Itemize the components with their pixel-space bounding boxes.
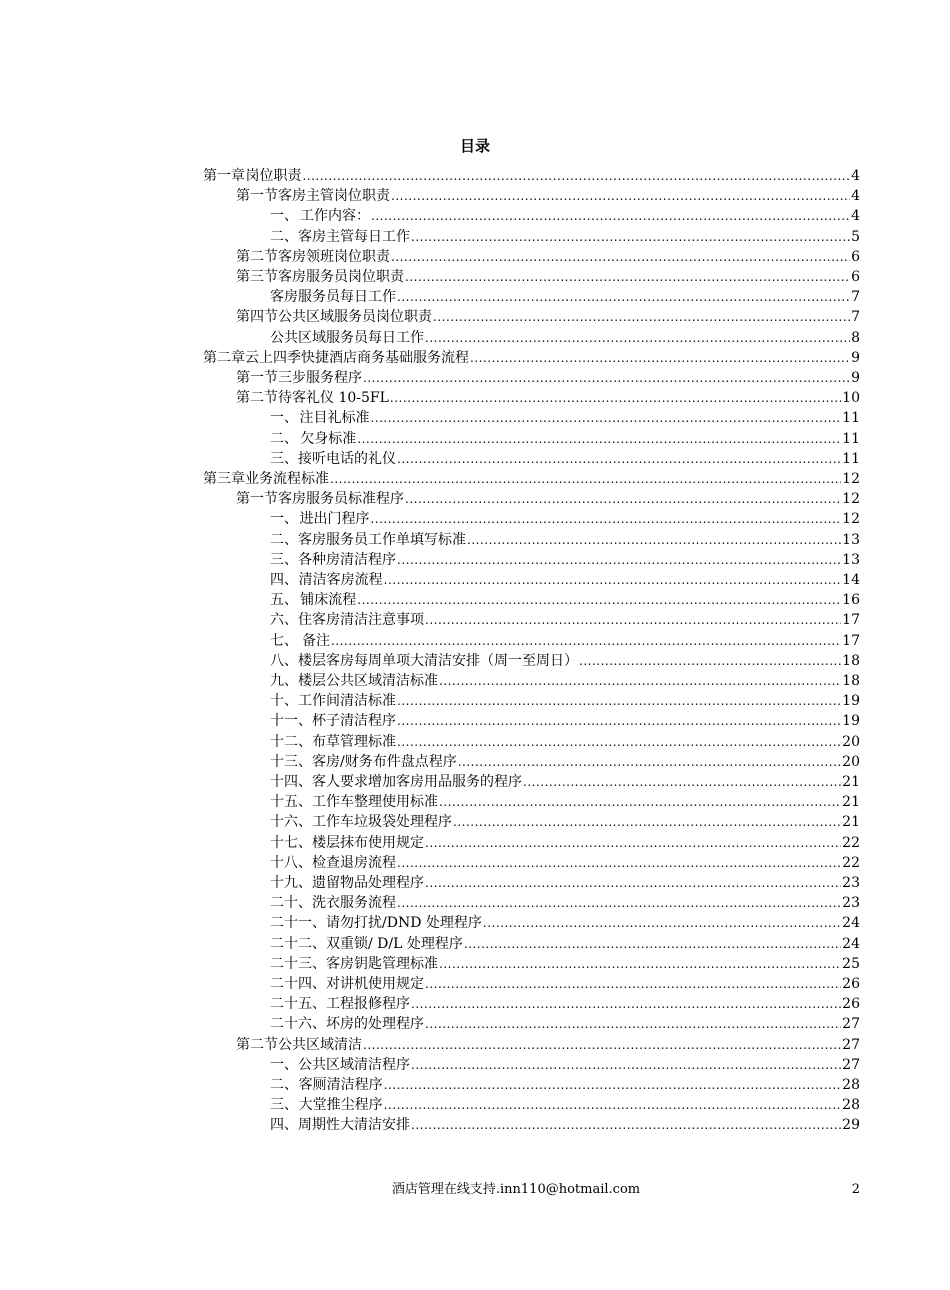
toc-entry-title: 公共区域服务员每日工作	[270, 329, 424, 346]
toc-entry-title: 请勿打扰/DND 处理程序	[326, 915, 482, 932]
toc-leader-dots	[330, 469, 841, 489]
toc-entry-page: 17	[842, 612, 860, 629]
toc-leader-dots	[405, 489, 841, 509]
toc-leader-dots	[370, 408, 841, 428]
toc-entry[interactable]	[270, 1075, 860, 1095]
toc-leader-dots	[458, 752, 841, 772]
toc-entry[interactable]	[270, 408, 860, 428]
toc-entry-title: 客房服务员标准程序	[278, 491, 404, 508]
toc-entry-title: 客人要求增加客房用品服务的程序	[312, 774, 522, 790]
toc-leader-dots	[397, 853, 841, 873]
toc-entry-page: 18	[842, 652, 860, 669]
toc-leader-dots	[302, 166, 850, 186]
toc-entry[interactable]	[236, 247, 860, 267]
toc-entry-page: 4	[851, 168, 860, 184]
toc-leader-dots	[384, 1075, 842, 1095]
toc-entry-page: 5	[851, 228, 860, 245]
toc-entry-page: 11	[842, 450, 860, 467]
toc-entry-title: 业务流程标准	[245, 471, 329, 487]
toc-entry-title: 公共区域清洁程序	[298, 1056, 410, 1073]
toc-entry-number: 十四、	[270, 774, 312, 790]
toc-entry[interactable]	[270, 913, 860, 933]
toc-entry-number: 二十三、	[270, 955, 326, 972]
toc-entry-number: 二十一、	[270, 915, 326, 932]
toc-entry-number: 六、	[270, 612, 298, 629]
toc-entry-number: 二十六、	[270, 1016, 326, 1033]
toc-leader-dots	[397, 711, 841, 731]
page-footer	[0, 1180, 950, 1200]
toc-entry-number: 二十、	[270, 895, 312, 912]
toc-entry-page: 20	[842, 753, 860, 770]
toc-leader-dots	[397, 893, 841, 913]
toc-entry-number: 十九、	[270, 875, 312, 891]
toc-entry-number: 第一节	[236, 491, 278, 508]
toc-leader-dots	[357, 590, 841, 610]
toc-entry-title: 工程报修程序	[326, 996, 410, 1013]
toc-entry-page: 12	[842, 491, 860, 508]
toc-entry[interactable]	[270, 570, 860, 590]
toc-entry-title: 洗衣服务流程	[312, 895, 396, 912]
toc-leader-dots	[331, 631, 841, 651]
toc-entry[interactable]	[203, 166, 860, 186]
toc-entry[interactable]	[270, 429, 860, 449]
toc-entry-page: 21	[842, 814, 860, 831]
toc-leader-dots	[371, 206, 850, 226]
toc-entry-title: 工作车整理使用标准	[312, 794, 438, 811]
toc-entry-number: 第三章	[203, 471, 245, 487]
toc-leader-dots	[357, 429, 841, 449]
toc-leader-dots	[467, 530, 841, 550]
toc-entry-number: 三、	[270, 1097, 298, 1114]
toc-entry-title: 岗位职责	[245, 168, 302, 184]
toc-entry-page: 19	[842, 713, 860, 730]
toc-entry[interactable]	[236, 307, 860, 327]
toc-leader-dots	[433, 307, 850, 327]
toc-entry[interactable]	[270, 328, 860, 348]
toc-leader-dots	[425, 873, 841, 893]
toc-entry[interactable]	[236, 368, 860, 388]
toc-entry[interactable]	[270, 651, 860, 671]
toc-leader-dots	[384, 570, 842, 590]
toc-entry-page: 13	[842, 551, 860, 568]
toc-entry-title: 三步服务程序	[278, 370, 362, 386]
toc-entry[interactable]	[270, 732, 860, 752]
toc-entry-page: 6	[851, 248, 860, 265]
toc-entry[interactable]	[270, 934, 860, 954]
toc-entry-page: 27	[842, 1016, 860, 1033]
toc-leader-dots	[470, 348, 850, 368]
toc-entry-page: 9	[851, 349, 860, 366]
toc-entry-page: 11	[842, 430, 860, 447]
toc-entry[interactable]	[270, 287, 860, 307]
toc-entry-title: 客房服务员工作单填写标准	[298, 531, 466, 548]
toc-entry-page: 4	[851, 188, 860, 205]
toc-entry-title: 大堂推尘程序	[298, 1097, 383, 1114]
toc-entry[interactable]	[270, 752, 860, 772]
toc-entry-page: 21	[842, 794, 860, 811]
toc-entry-number: 第二节	[236, 390, 278, 407]
toc-leader-dots	[425, 328, 850, 348]
toc-entry-page: 17	[842, 632, 860, 649]
toc-entry-page: 22	[842, 834, 860, 851]
toc-leader-dots	[425, 833, 841, 853]
toc-entry-page: 27	[842, 1056, 860, 1073]
toc-entry[interactable]	[236, 388, 860, 408]
toc-entry-page: 21	[842, 774, 860, 790]
toc-leader-dots	[464, 934, 841, 954]
toc-leader-dots	[411, 227, 850, 247]
toc-entry[interactable]	[270, 1095, 860, 1115]
toc-entry-title: 楼层客房每周单项大清洁安排（周一至周日）	[298, 652, 578, 669]
toc-entry-page: 14	[842, 572, 860, 588]
toc-leader-dots	[397, 691, 841, 711]
toc-leader-dots	[397, 732, 841, 752]
toc-entry-number: 十六、	[270, 814, 312, 831]
toc-entry-number: 第一节	[236, 188, 278, 205]
toc-leader-dots	[411, 1055, 841, 1075]
toc-leader-dots	[439, 954, 841, 974]
toc-entry-page: 24	[842, 915, 860, 932]
toc-entry-title: 客房主管岗位职责	[278, 188, 390, 205]
toc-entry-number: 第三节	[236, 269, 278, 285]
toc-entry-page: 9	[851, 370, 860, 386]
toc-entry[interactable]	[270, 853, 860, 873]
toc-entry-title: 客房领班岗位职责	[278, 248, 390, 265]
toc-entry-number: 第二节	[236, 248, 278, 265]
toc-entry-number: 九、	[270, 673, 298, 689]
toc-entry-number: 二十四、	[270, 976, 326, 992]
toc-entry[interactable]	[236, 489, 860, 509]
toc-entry-page: 13	[842, 531, 860, 548]
toc-entry-number: 三、	[270, 450, 298, 467]
toc-entry-page: 23	[842, 875, 860, 891]
toc-entry-title: 布草管理标准	[312, 733, 396, 750]
toc-entry-number: 十五、	[270, 794, 312, 811]
toc-entry[interactable]	[270, 671, 860, 691]
toc-leader-dots	[370, 509, 841, 529]
toc-entry-number: 第二章	[203, 349, 245, 366]
footer-text: 酒店管理在线支持.inn110@hotmail.com	[391, 1182, 641, 1197]
toc-entry[interactable]	[270, 1014, 860, 1034]
toc-entry[interactable]	[270, 227, 860, 247]
toc-leader-dots	[411, 1115, 841, 1135]
toc-entry-title: 客房服务员每日工作	[270, 289, 396, 306]
toc-entry-number: 三、	[270, 551, 298, 568]
toc-entry-title: 坏房的处理程序	[326, 1016, 424, 1033]
toc-entry-title: 楼层公共区域清洁标准	[298, 673, 438, 689]
toc-entry[interactable]	[270, 530, 860, 550]
toc-entry-number: 一、	[270, 511, 298, 528]
toc-entry-title: 客房/财务布件盘点程序	[312, 753, 457, 770]
toc-entry-title: 遗留物品处理程序	[312, 875, 424, 891]
toc-entry[interactable]	[203, 469, 860, 489]
toc-entry-title: 客房主管每日工作	[298, 228, 410, 245]
toc-entry-title: 检查退房流程	[312, 854, 396, 871]
toc-entry-page: 6	[851, 269, 860, 285]
toc-leader-dots	[439, 671, 841, 691]
toc-entry[interactable]	[270, 590, 860, 610]
toc-entry-page: 20	[842, 733, 860, 750]
toc-leader-dots	[425, 610, 841, 630]
toc-entry-page: 18	[842, 673, 860, 689]
toc-entry-page: 10	[842, 390, 860, 407]
toc-entry-title: 工作车垃圾袋处理程序	[312, 814, 452, 831]
toc-entry-number: 十二、	[270, 733, 312, 750]
toc-entry[interactable]	[236, 267, 860, 287]
toc-entry-number: 十一、	[270, 713, 312, 730]
toc-entry-title: 住客房清洁注意事项	[298, 612, 424, 629]
toc-entry-title: 工作内容：	[300, 208, 370, 225]
toc-entry-page: 29	[842, 1117, 860, 1134]
toc-entry[interactable]	[236, 186, 860, 206]
toc-entry-title: 注目礼标准	[299, 410, 370, 427]
toc-leader-dots	[384, 1095, 842, 1115]
toc-entry-number: 第二节	[236, 1036, 278, 1053]
toc-entry-title: 楼层抹布使用规定	[312, 834, 424, 851]
toc-entry-title: 云上四季快捷酒店商务基础服务流程	[245, 349, 469, 366]
toc-entry-title: 清洁客房流程	[298, 572, 383, 588]
toc-entry[interactable]	[270, 1115, 860, 1135]
toc-leader-dots	[390, 388, 841, 408]
toc-entry-number: 十七、	[270, 834, 312, 851]
toc-entry[interactable]	[203, 348, 860, 368]
toc-entry-number: 七、	[270, 632, 298, 649]
toc-entry-number: 五、	[270, 592, 298, 609]
toc-entry[interactable]	[236, 1035, 860, 1055]
toc-entry[interactable]	[270, 631, 860, 651]
toc-entry-title: 客厕清洁程序	[298, 1077, 383, 1093]
toc-leader-dots	[405, 267, 850, 287]
toc-entry[interactable]	[270, 509, 860, 529]
toc-entry[interactable]	[270, 550, 860, 570]
toc-entry-title: 双重锁/ D/L 处理程序	[326, 935, 463, 952]
toc-entry[interactable]	[270, 449, 860, 469]
toc-entry-number: 第一章	[203, 168, 245, 184]
toc-entry-page: 28	[842, 1097, 860, 1114]
toc-entry-number: 四、	[270, 1117, 298, 1134]
toc-entry-page: 27	[842, 1036, 860, 1053]
toc-entry-number: 二、	[270, 1077, 298, 1093]
toc-entry-title: 杯子清洁程序	[312, 713, 396, 730]
toc-entry-page: 12	[842, 511, 860, 528]
toc-entry-title: 客房钥匙管理标准	[326, 955, 438, 972]
toc-entry-number: 二十二、	[270, 935, 326, 952]
toc-entry[interactable]	[270, 893, 860, 913]
toc-title: 目录	[459, 137, 490, 155]
toc-entry-title: 工作间清洁标准	[298, 693, 396, 710]
toc-leader-dots	[425, 1014, 841, 1034]
toc-leader-dots	[411, 994, 841, 1014]
toc-entry-title: 公共区域清洁	[278, 1036, 362, 1053]
toc-entry-page: 25	[842, 955, 860, 972]
toc-entry-number: 一、	[270, 208, 298, 225]
toc-entry-page: 7	[851, 289, 860, 306]
toc-entry-title: 周期性大清洁安排	[298, 1117, 410, 1134]
toc-entry-page: 8	[851, 329, 860, 346]
toc-leader-dots	[439, 792, 841, 812]
toc-entry[interactable]	[270, 610, 860, 630]
toc-entry-number: 二、	[270, 531, 298, 548]
toc-leader-dots	[391, 186, 850, 206]
toc-entry-page: 26	[842, 996, 860, 1013]
toc-entry-number: 二、	[270, 228, 298, 245]
toc-leader-dots	[453, 812, 841, 832]
toc-entry-number: 一、	[270, 1056, 298, 1073]
toc-entry-page: 26	[842, 976, 860, 992]
toc-entry-page: 16	[842, 592, 860, 609]
footer-page-number: 2	[851, 1182, 860, 1197]
toc-leader-dots	[523, 772, 841, 792]
toc-entry-page: 24	[842, 935, 860, 952]
toc-entry-title: 对讲机使用规定	[326, 976, 424, 992]
toc-entry-title: 各种房清洁程序	[298, 551, 396, 568]
toc-leader-dots	[425, 974, 841, 994]
toc-entry-title: 铺床流程	[300, 592, 357, 609]
toc-entry[interactable]	[270, 1055, 860, 1075]
toc-entry[interactable]	[270, 691, 860, 711]
toc-leader-dots	[363, 368, 850, 388]
toc-entry[interactable]	[270, 792, 860, 812]
toc-entry-title: 公共区域服务员岗位职责	[278, 309, 432, 326]
toc-leader-dots	[397, 287, 850, 307]
toc-entry-page: 7	[851, 309, 860, 326]
toc-leader-dots	[397, 449, 841, 469]
toc-entry-number: 第一节	[236, 370, 278, 386]
toc-entry-title: 客房服务员岗位职责	[278, 269, 404, 285]
toc-entry-title: 待客礼仪 10-5FL	[278, 390, 389, 407]
toc-entry-page: 4	[851, 208, 860, 225]
toc-entry-page: 11	[842, 410, 860, 427]
toc-entry[interactable]	[270, 833, 860, 853]
toc-entry-page: 12	[842, 471, 860, 487]
toc-entry-number: 四、	[270, 572, 298, 588]
toc-entry-number: 八、	[270, 652, 298, 669]
toc-entry-page: 19	[842, 693, 860, 710]
toc-leader-dots	[397, 550, 841, 570]
toc-leader-dots	[579, 651, 841, 671]
toc-entry[interactable]	[270, 812, 860, 832]
toc-entry-number: 十、	[270, 693, 298, 710]
toc-entry-page: 23	[842, 895, 860, 912]
toc-leader-dots	[483, 913, 841, 933]
toc-entry[interactable]	[270, 873, 860, 893]
toc-entry[interactable]	[270, 994, 860, 1014]
toc-entry[interactable]	[270, 974, 860, 994]
toc-entry-number: 第四节	[236, 309, 278, 326]
toc-entry[interactable]	[270, 772, 860, 792]
toc-entry-title: 接听电话的礼仪	[298, 450, 396, 467]
toc-entry-title: 备注	[301, 632, 330, 649]
toc-leader-dots	[363, 1035, 841, 1055]
toc-entry-title: 进出门程序	[299, 511, 370, 528]
toc-entry-number: 二、	[270, 430, 298, 447]
toc-leader-dots	[391, 247, 850, 267]
toc-entry-number: 十八、	[270, 854, 312, 871]
toc-entry-title: 欠身标准	[300, 430, 357, 447]
toc-entry-number: 二十五、	[270, 996, 326, 1013]
toc-entry-number: 十三、	[270, 753, 312, 770]
toc-entry-number: 一、	[270, 410, 298, 427]
toc-entry[interactable]	[270, 711, 860, 731]
toc-entry-page: 22	[842, 854, 860, 871]
toc-entry-page: 28	[842, 1077, 860, 1093]
toc-entry[interactable]	[270, 954, 860, 974]
toc-entry[interactable]	[270, 206, 860, 226]
